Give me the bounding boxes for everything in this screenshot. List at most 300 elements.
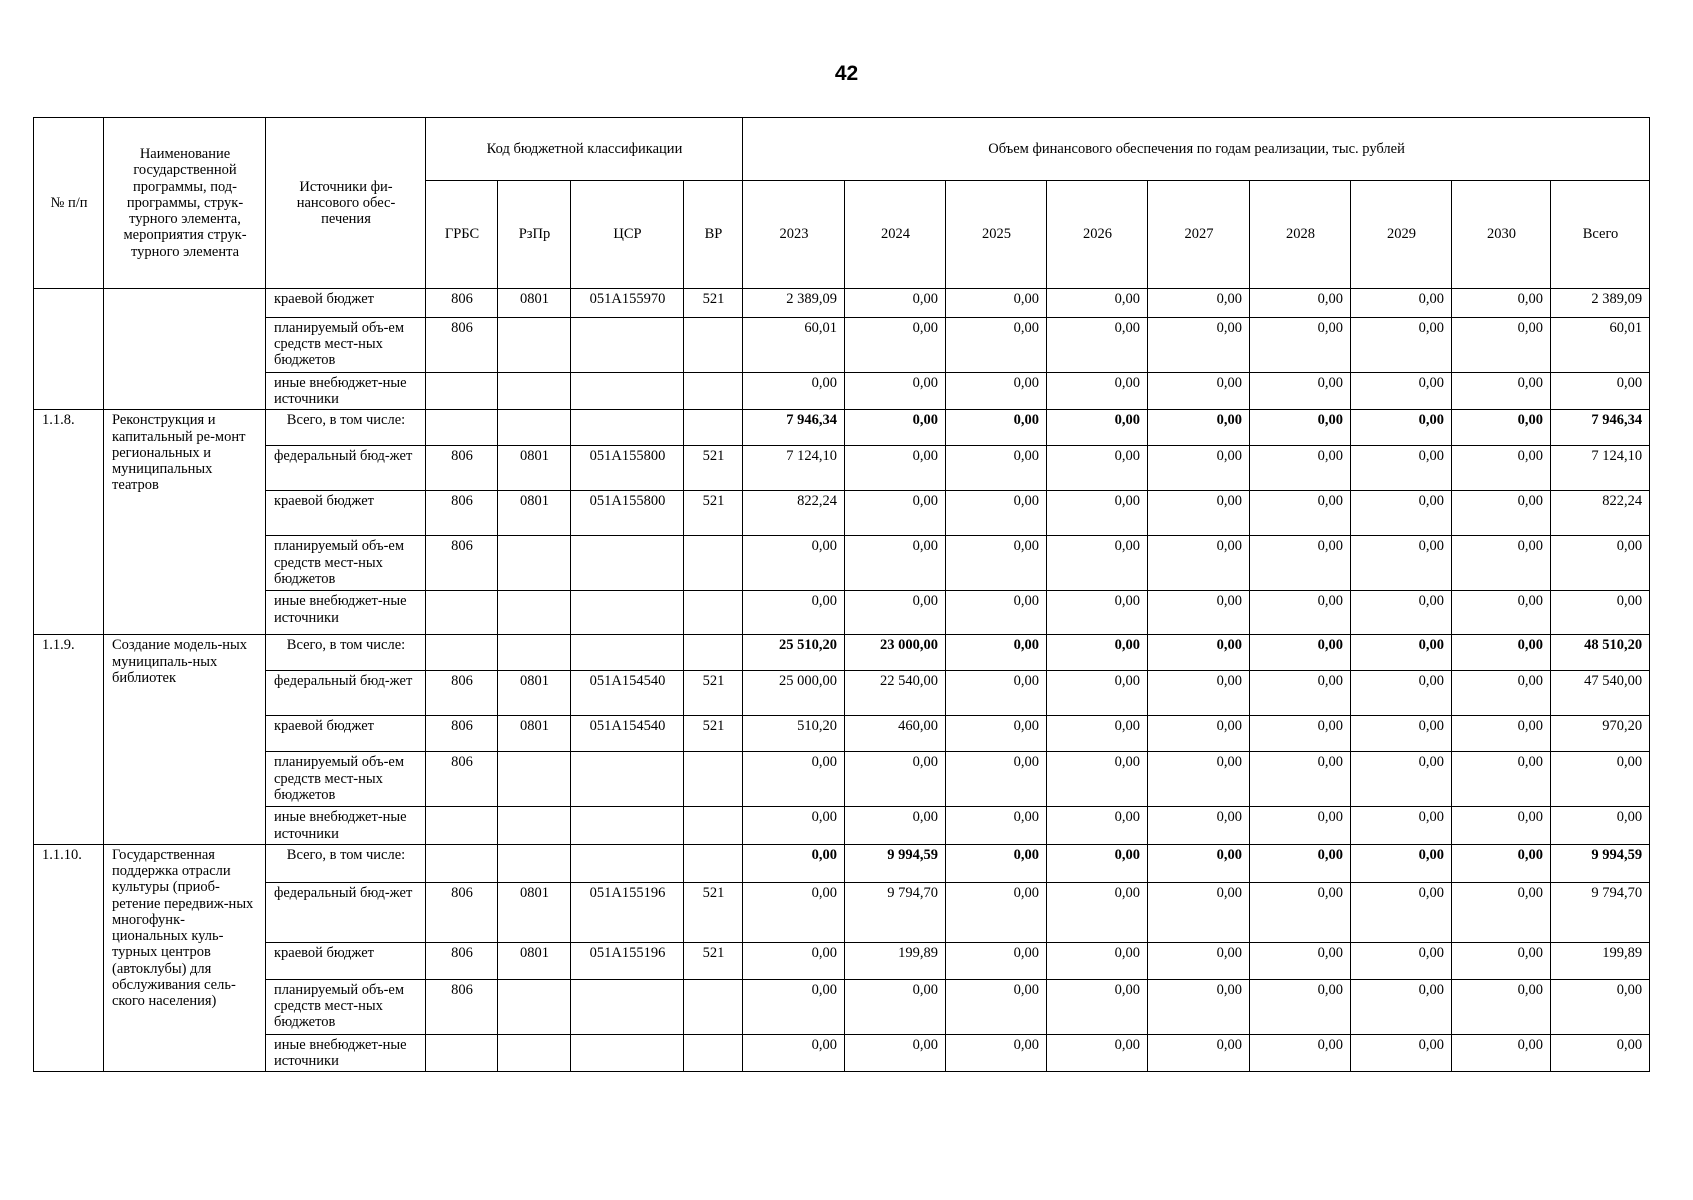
total-value-cell: 0,00: [1351, 844, 1452, 882]
value-cell: 0,00: [1351, 591, 1452, 635]
total-value-cell: 9 994,59: [845, 844, 946, 882]
section-total-row: [34, 844, 1650, 882]
value-cell: 0,00: [1351, 318, 1452, 373]
value-cell: 2 389,09: [743, 289, 845, 318]
vr-cell: 521: [684, 446, 743, 491]
table-row: [34, 373, 1650, 410]
empty-code-cell: [498, 635, 571, 671]
value-cell: 0,00: [1351, 807, 1452, 844]
value-cell: 0,00: [1148, 807, 1250, 844]
source-cell: краевой бюджет: [266, 289, 426, 318]
grbs-cell: [426, 373, 498, 410]
value-cell: 0,00: [1452, 491, 1551, 536]
value-cell: 0,00: [1250, 882, 1351, 942]
value-cell: 0,00: [946, 289, 1047, 318]
vr-cell: [684, 979, 743, 1034]
source-cell: иные внебюджет-ные источники: [266, 1034, 426, 1071]
source-cell: краевой бюджет: [266, 716, 426, 752]
value-cell: 0,00: [1250, 942, 1351, 979]
value-cell: 0,00: [946, 979, 1047, 1034]
header-csr: ЦСР: [571, 181, 684, 289]
vr-cell: 521: [684, 491, 743, 536]
value-cell: 510,20: [743, 716, 845, 752]
rzpr-cell: 0801: [498, 289, 571, 318]
header-no: № п/п: [34, 118, 104, 289]
header-vr: ВР: [684, 181, 743, 289]
section-total-row: [34, 635, 1650, 671]
value-cell: 0,00: [946, 882, 1047, 942]
value-cell: 0,00: [1551, 979, 1650, 1034]
value-cell: 0,00: [845, 752, 946, 807]
table-row: [34, 671, 1650, 716]
value-cell: 0,00: [1250, 807, 1351, 844]
value-cell: 0,00: [1452, 942, 1551, 979]
value-cell: 0,00: [1250, 491, 1351, 536]
value-cell: 0,00: [946, 807, 1047, 844]
source-cell: планируемый объ-ем средств мест-ных бюджетов: [266, 318, 426, 373]
vr-cell: [684, 318, 743, 373]
value-cell: 0,00: [1148, 318, 1250, 373]
section-number: 1.1.10.: [34, 844, 104, 1071]
source-cell: планируемый объ-ем средств мест-ных бюджетов: [266, 752, 426, 807]
grbs-cell: [426, 1034, 498, 1071]
grbs-cell: 806: [426, 446, 498, 491]
header-year: 2027: [1148, 181, 1250, 289]
value-cell: 0,00: [1148, 979, 1250, 1034]
value-cell: 0,00: [1047, 491, 1148, 536]
value-cell: 0,00: [1148, 752, 1250, 807]
csr-cell: 051А155800: [571, 491, 684, 536]
value-cell: 0,00: [1351, 491, 1452, 536]
empty-code-cell: [498, 410, 571, 446]
value-cell: 0,00: [743, 942, 845, 979]
value-cell: 0,00: [845, 318, 946, 373]
value-cell: 0,00: [946, 318, 1047, 373]
empty-code-cell: [684, 844, 743, 882]
header-year: 2025: [946, 181, 1047, 289]
value-cell: 0,00: [743, 882, 845, 942]
table-row: [34, 807, 1650, 844]
table-body: [34, 289, 1650, 1072]
value-cell: 0,00: [946, 1034, 1047, 1071]
vr-cell: [684, 807, 743, 844]
value-cell: 0,00: [1551, 752, 1650, 807]
header-budget-code: Код бюджетной классификации: [426, 118, 743, 181]
value-cell: 9 794,70: [1551, 882, 1650, 942]
value-cell: 0,00: [845, 536, 946, 591]
value-cell: 0,00: [1250, 289, 1351, 318]
rzpr-cell: [498, 1034, 571, 1071]
total-value-cell: 0,00: [1047, 844, 1148, 882]
total-value-cell: 25 510,20: [743, 635, 845, 671]
empty-code-cell: [498, 844, 571, 882]
vr-cell: 521: [684, 289, 743, 318]
total-value-cell: 9 994,59: [1551, 844, 1650, 882]
value-cell: 0,00: [1250, 373, 1351, 410]
total-value-cell: 0,00: [1452, 410, 1551, 446]
header-source: Источники фи-нансового обес-печения: [266, 118, 426, 289]
total-value-cell: 0,00: [1351, 410, 1452, 446]
section-name: Создание модель-ных муниципаль-ных библиотек: [104, 635, 266, 844]
total-value-cell: 0,00: [1148, 844, 1250, 882]
value-cell: 0,00: [1148, 289, 1250, 318]
value-cell: 0,00: [1047, 942, 1148, 979]
vr-cell: 521: [684, 882, 743, 942]
table-row: [34, 942, 1650, 979]
total-label: Всего, в том числе:: [266, 844, 426, 882]
value-cell: 9 794,70: [845, 882, 946, 942]
source-cell: краевой бюджет: [266, 491, 426, 536]
csr-cell: [571, 979, 684, 1034]
value-cell: 0,00: [946, 491, 1047, 536]
empty-code-cell: [571, 844, 684, 882]
value-cell: 0,00: [946, 716, 1047, 752]
table-row: [34, 716, 1650, 752]
value-cell: 0,00: [1351, 979, 1452, 1034]
value-cell: 0,00: [1148, 536, 1250, 591]
value-cell: 0,00: [1047, 671, 1148, 716]
table-row: [34, 536, 1650, 591]
value-cell: 60,01: [743, 318, 845, 373]
value-cell: 0,00: [1351, 289, 1452, 318]
value-cell: 0,00: [1452, 373, 1551, 410]
value-cell: 0,00: [946, 752, 1047, 807]
value-cell: 0,00: [1148, 491, 1250, 536]
table-row: [34, 289, 1650, 318]
row-number-cell: [34, 289, 104, 410]
value-cell: 0,00: [1551, 536, 1650, 591]
csr-cell: 051А154540: [571, 716, 684, 752]
csr-cell: 051А154540: [571, 671, 684, 716]
rzpr-cell: [498, 807, 571, 844]
value-cell: 0,00: [1351, 446, 1452, 491]
value-cell: 0,00: [1148, 591, 1250, 635]
total-value-cell: 0,00: [1250, 410, 1351, 446]
grbs-cell: 806: [426, 536, 498, 591]
value-cell: 0,00: [946, 671, 1047, 716]
empty-code-cell: [426, 844, 498, 882]
csr-cell: [571, 752, 684, 807]
value-cell: 0,00: [1250, 1034, 1351, 1071]
section-number: 1.1.8.: [34, 410, 104, 635]
grbs-cell: 806: [426, 752, 498, 807]
header-year: 2023: [743, 181, 845, 289]
value-cell: 0,00: [743, 807, 845, 844]
source-cell: планируемый объ-ем средств мест-ных бюджетов: [266, 536, 426, 591]
value-cell: 0,00: [1452, 1034, 1551, 1071]
value-cell: 0,00: [1047, 446, 1148, 491]
total-value-cell: 0,00: [1351, 635, 1452, 671]
value-cell: 0,00: [946, 591, 1047, 635]
vr-cell: [684, 1034, 743, 1071]
value-cell: 0,00: [1452, 752, 1551, 807]
grbs-cell: 806: [426, 671, 498, 716]
value-cell: 0,00: [845, 289, 946, 318]
value-cell: 199,89: [1551, 942, 1650, 979]
value-cell: 0,00: [1351, 1034, 1452, 1071]
value-cell: 0,00: [1250, 752, 1351, 807]
total-value-cell: 0,00: [1250, 635, 1351, 671]
value-cell: 460,00: [845, 716, 946, 752]
value-cell: 0,00: [1452, 536, 1551, 591]
vr-cell: 521: [684, 716, 743, 752]
header-name: Наименование государственной программы, под-программы, струк-турного элемента, мероприятия струк-турного элемента: [104, 118, 266, 289]
value-cell: 0,00: [1452, 882, 1551, 942]
grbs-cell: 806: [426, 491, 498, 536]
header-year: 2024: [845, 181, 946, 289]
value-cell: 0,00: [1148, 671, 1250, 716]
total-value-cell: 0,00: [1148, 635, 1250, 671]
value-cell: 0,00: [1047, 289, 1148, 318]
value-cell: 0,00: [845, 1034, 946, 1071]
value-cell: 0,00: [1452, 446, 1551, 491]
table-row: [34, 491, 1650, 536]
empty-code-cell: [684, 635, 743, 671]
value-cell: 2 389,09: [1551, 289, 1650, 318]
value-cell: 0,00: [1351, 671, 1452, 716]
csr-cell: [571, 1034, 684, 1071]
row-name-cell: [104, 289, 266, 410]
value-cell: 0,00: [1047, 752, 1148, 807]
section-number: 1.1.9.: [34, 635, 104, 844]
rzpr-cell: 0801: [498, 491, 571, 536]
table-row: [34, 979, 1650, 1034]
csr-cell: 051А155800: [571, 446, 684, 491]
total-value-cell: 48 510,20: [1551, 635, 1650, 671]
value-cell: 47 540,00: [1551, 671, 1650, 716]
financing-table: [33, 117, 1650, 1072]
value-cell: 0,00: [845, 373, 946, 410]
header-year: 2030: [1452, 181, 1551, 289]
total-value-cell: 23 000,00: [845, 635, 946, 671]
rzpr-cell: 0801: [498, 716, 571, 752]
header-year: 2026: [1047, 181, 1148, 289]
value-cell: 0,00: [1047, 591, 1148, 635]
csr-cell: [571, 807, 684, 844]
value-cell: 0,00: [743, 536, 845, 591]
header-year: 2029: [1351, 181, 1452, 289]
value-cell: 0,00: [946, 536, 1047, 591]
total-value-cell: 0,00: [1452, 635, 1551, 671]
source-cell: федеральный бюд-жет: [266, 446, 426, 491]
value-cell: 0,00: [1047, 1034, 1148, 1071]
value-cell: 0,00: [1551, 591, 1650, 635]
empty-code-cell: [571, 410, 684, 446]
grbs-cell: 806: [426, 979, 498, 1034]
vr-cell: [684, 752, 743, 807]
total-value-cell: 7 946,34: [1551, 410, 1650, 446]
value-cell: 0,00: [1351, 942, 1452, 979]
value-cell: 0,00: [1551, 373, 1650, 410]
value-cell: 0,00: [845, 491, 946, 536]
grbs-cell: 806: [426, 716, 498, 752]
csr-cell: [571, 318, 684, 373]
empty-code-cell: [571, 635, 684, 671]
value-cell: 0,00: [1047, 979, 1148, 1034]
grbs-cell: 806: [426, 882, 498, 942]
value-cell: 0,00: [1250, 671, 1351, 716]
total-value-cell: 0,00: [845, 410, 946, 446]
source-cell: иные внебюджет-ные источники: [266, 807, 426, 844]
source-cell: федеральный бюд-жет: [266, 671, 426, 716]
value-cell: 0,00: [946, 373, 1047, 410]
empty-code-cell: [684, 410, 743, 446]
value-cell: 0,00: [845, 591, 946, 635]
value-cell: 970,20: [1551, 716, 1650, 752]
csr-cell: [571, 536, 684, 591]
empty-code-cell: [426, 635, 498, 671]
rzpr-cell: [498, 536, 571, 591]
value-cell: 0,00: [743, 1034, 845, 1071]
rzpr-cell: [498, 373, 571, 410]
header-rzpr: РзПр: [498, 181, 571, 289]
table-row: [34, 446, 1650, 491]
csr-cell: [571, 373, 684, 410]
grbs-cell: 806: [426, 289, 498, 318]
value-cell: 0,00: [1452, 289, 1551, 318]
section-total-row: [34, 410, 1650, 446]
table-row: [34, 752, 1650, 807]
value-cell: 0,00: [743, 979, 845, 1034]
source-cell: иные внебюджет-ные источники: [266, 591, 426, 635]
value-cell: 0,00: [1047, 882, 1148, 942]
total-value-cell: 0,00: [1047, 635, 1148, 671]
empty-code-cell: [426, 410, 498, 446]
table-row: [34, 318, 1650, 373]
value-cell: 0,00: [1047, 318, 1148, 373]
value-cell: 0,00: [1250, 446, 1351, 491]
value-cell: 0,00: [845, 979, 946, 1034]
total-value-cell: 0,00: [1452, 844, 1551, 882]
value-cell: 0,00: [1452, 318, 1551, 373]
value-cell: 0,00: [1452, 591, 1551, 635]
total-value-cell: 0,00: [1148, 410, 1250, 446]
value-cell: 0,00: [1351, 882, 1452, 942]
rzpr-cell: 0801: [498, 882, 571, 942]
value-cell: 0,00: [1250, 716, 1351, 752]
source-cell: иные внебюджет-ные источники: [266, 373, 426, 410]
rzpr-cell: [498, 752, 571, 807]
rzpr-cell: [498, 591, 571, 635]
value-cell: 0,00: [1148, 716, 1250, 752]
value-cell: 7 124,10: [1551, 446, 1650, 491]
value-cell: 0,00: [1047, 373, 1148, 410]
rzpr-cell: 0801: [498, 446, 571, 491]
value-cell: 0,00: [1148, 942, 1250, 979]
vr-cell: [684, 536, 743, 591]
rzpr-cell: 0801: [498, 671, 571, 716]
total-value-cell: 0,00: [743, 844, 845, 882]
header-volume: Объем финансового обеспечения по годам реализации, тыс. рублей: [743, 118, 1650, 181]
vr-cell: 521: [684, 671, 743, 716]
value-cell: 0,00: [1250, 536, 1351, 591]
vr-cell: 521: [684, 942, 743, 979]
table-row: [34, 882, 1650, 942]
value-cell: 0,00: [1250, 318, 1351, 373]
value-cell: 822,24: [743, 491, 845, 536]
source-cell: планируемый объ-ем средств мест-ных бюджетов: [266, 979, 426, 1034]
value-cell: 0,00: [845, 807, 946, 844]
csr-cell: [571, 591, 684, 635]
value-cell: 0,00: [1047, 536, 1148, 591]
value-cell: 0,00: [845, 446, 946, 491]
value-cell: 0,00: [1047, 716, 1148, 752]
csr-cell: 051А155970: [571, 289, 684, 318]
rzpr-cell: 0801: [498, 942, 571, 979]
value-cell: 0,00: [1148, 1034, 1250, 1071]
value-cell: 0,00: [1351, 536, 1452, 591]
value-cell: 0,00: [1047, 807, 1148, 844]
page-number: 42: [834, 62, 859, 85]
total-label: Всего, в том числе:: [266, 635, 426, 671]
value-cell: 0,00: [1250, 591, 1351, 635]
header-grbs: ГРБС: [426, 181, 498, 289]
total-value-cell: 0,00: [946, 635, 1047, 671]
value-cell: 0,00: [1351, 752, 1452, 807]
source-cell: краевой бюджет: [266, 942, 426, 979]
value-cell: 0,00: [1351, 716, 1452, 752]
value-cell: 22 540,00: [845, 671, 946, 716]
csr-cell: 051А155196: [571, 942, 684, 979]
section-name: Государственная поддержка отрасли культуры (приоб-ретение передвиж-ных многофунк-циональных куль-турных центров (автоклубы) для обслуживания сель-ского населения): [104, 844, 266, 1071]
table-row: [34, 1034, 1650, 1071]
header-year: 2028: [1250, 181, 1351, 289]
value-cell: 0,00: [743, 752, 845, 807]
value-cell: 0,00: [743, 373, 845, 410]
total-value-cell: 7 946,34: [743, 410, 845, 446]
value-cell: 60,01: [1551, 318, 1650, 373]
total-value-cell: 0,00: [946, 844, 1047, 882]
grbs-cell: 806: [426, 318, 498, 373]
total-value-cell: 0,00: [946, 410, 1047, 446]
grbs-cell: [426, 591, 498, 635]
section-name: Реконструкция и капитальный ре-монт региональных и муниципальных театров: [104, 410, 266, 635]
total-label: Всего, в том числе:: [266, 410, 426, 446]
source-cell: федеральный бюд-жет: [266, 882, 426, 942]
value-cell: 0,00: [1250, 979, 1351, 1034]
grbs-cell: [426, 807, 498, 844]
grbs-cell: 806: [426, 942, 498, 979]
table-row: [34, 591, 1650, 635]
value-cell: 0,00: [1148, 446, 1250, 491]
vr-cell: [684, 373, 743, 410]
value-cell: 0,00: [1351, 373, 1452, 410]
value-cell: 0,00: [1452, 979, 1551, 1034]
value-cell: 0,00: [946, 942, 1047, 979]
csr-cell: 051А155196: [571, 882, 684, 942]
value-cell: 0,00: [1452, 671, 1551, 716]
rzpr-cell: [498, 318, 571, 373]
vr-cell: [684, 591, 743, 635]
value-cell: 199,89: [845, 942, 946, 979]
value-cell: 0,00: [1551, 1034, 1650, 1071]
value-cell: 822,24: [1551, 491, 1650, 536]
value-cell: 0,00: [743, 591, 845, 635]
rzpr-cell: [498, 979, 571, 1034]
header-total: Всего: [1551, 181, 1650, 289]
value-cell: 0,00: [1551, 807, 1650, 844]
total-value-cell: 0,00: [1250, 844, 1351, 882]
value-cell: 0,00: [946, 446, 1047, 491]
total-value-cell: 0,00: [1047, 410, 1148, 446]
value-cell: 0,00: [1148, 373, 1250, 410]
value-cell: 0,00: [1148, 882, 1250, 942]
value-cell: 7 124,10: [743, 446, 845, 491]
value-cell: 0,00: [1452, 807, 1551, 844]
table-header: [34, 118, 1650, 289]
value-cell: 25 000,00: [743, 671, 845, 716]
value-cell: 0,00: [1452, 716, 1551, 752]
